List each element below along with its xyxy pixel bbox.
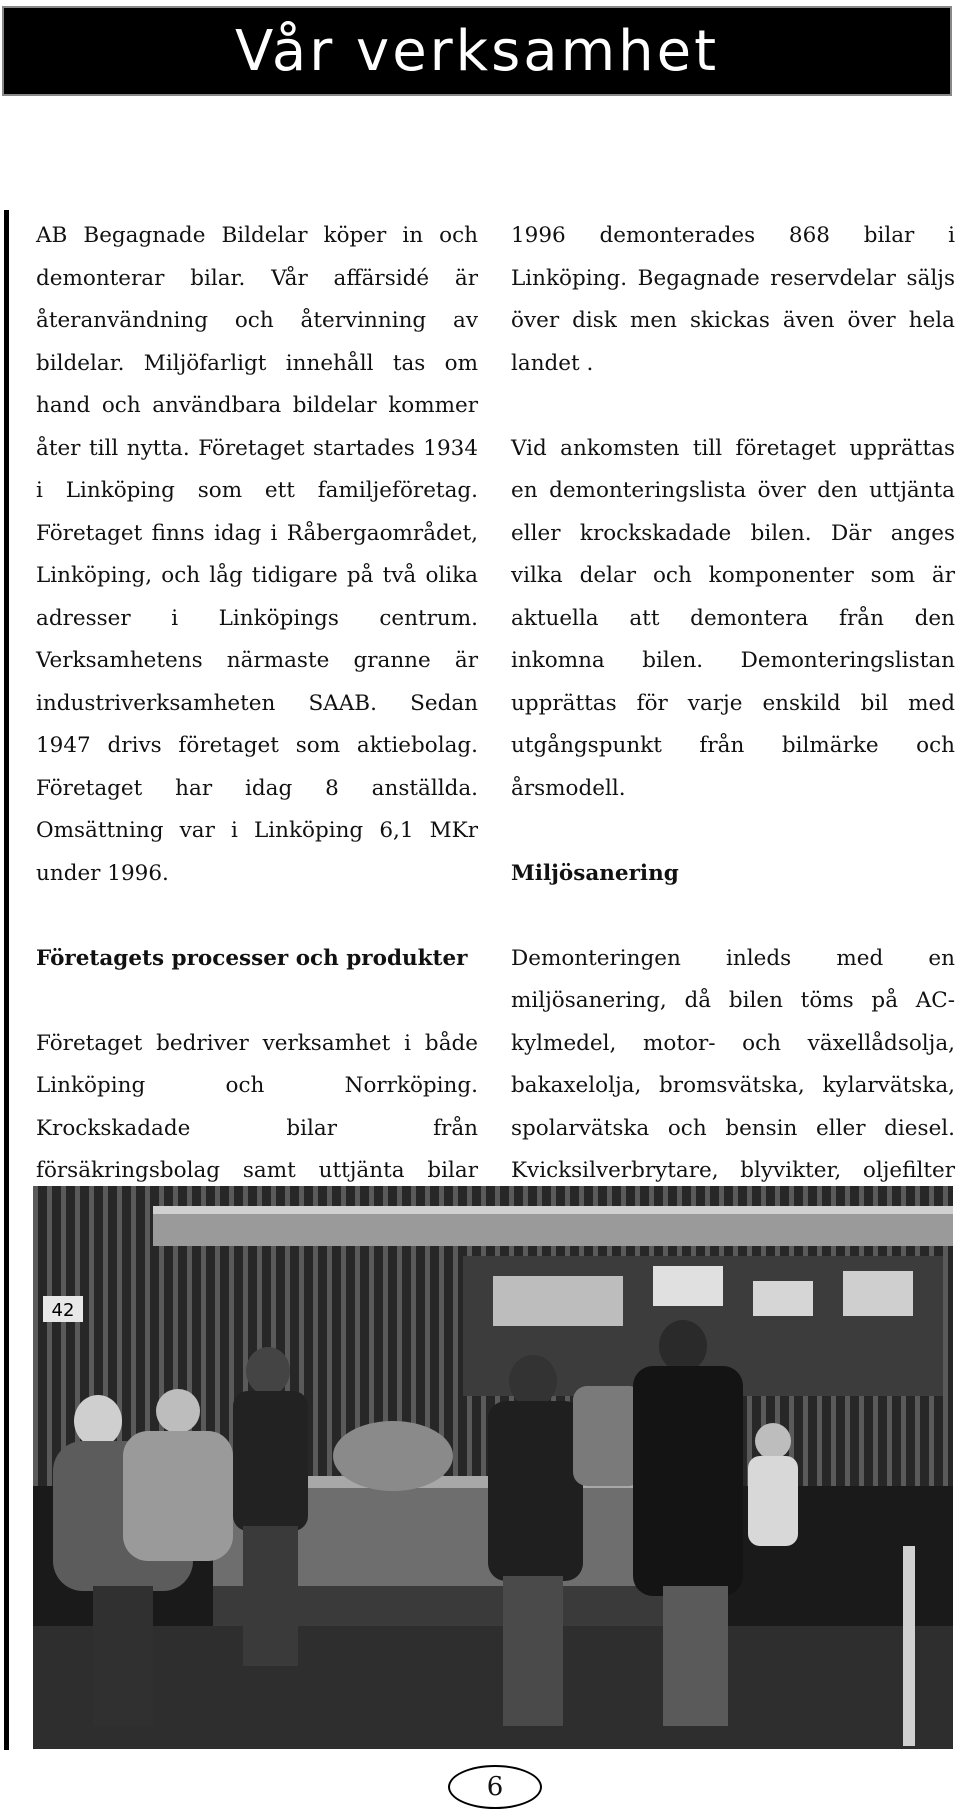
intro-paragraph: AB Begagnade Bildelar köper in och demonterar bilar. Vår affärsidé är återanvändning och återvinning av bildelar. Miljöfarligt innehåll tas om hand och användbara bildelar kommer åter till nytta. Företaget startades 1934 i Linköping som ett familjeföretag. Företaget finns idag i Råbergaområdet, Linköping, och låg tidigare på två olika adresser i Linköpings centrum. Verksamhetens närmaste granne är industriverksamheten SAAB. Sedan 1947 drivs företaget som aktiebolag. Företaget har idag 8 anställda. Omsättning var i Linköping 6,1 MKr under 1996. — [36, 223, 478, 886]
continued-paragraph: 1996 demonterades 868 bilar i Linköping. Begagnade reservdelar säljs över disk men skickas även över hela landet . — [511, 223, 955, 376]
sanering-paragraph: Demonteringen inleds med en miljösanering, då bilen töms på AC-kylmedel, motor- och växellådsolja, bakaxelolja, bromsvätska, kylarvätska, spolarvätska och bensin eller diesel. Kvicksilverbrytare, blyvikter, oljefilter — [511, 945, 955, 1183]
page-number-badge — [448, 1765, 542, 1809]
sign-number: 42 — [51, 1300, 75, 1321]
page-title-bar — [2, 6, 952, 96]
section-heading-processes: Företagets processer och produkter — [36, 945, 468, 971]
left-column — [36, 215, 478, 1235]
left-margin-rule — [4, 210, 9, 1750]
page-number: 6 — [486, 1772, 504, 1802]
workshop-photo — [33, 1186, 953, 1749]
section-heading-sanering: Miljösanering — [511, 860, 679, 886]
process-paragraph: Företaget bedriver verksamhet i både Linköping och Norrköping. Krockskadade bilar från försäkringsbolag samt uttjänta bilar — [36, 1030, 478, 1183]
right-column — [511, 215, 955, 1235]
dismantling-list-paragraph: Vid ankomsten till företaget upprättas en demonteringslista över den uttjänta eller krockskadade bilen. Där anges vilka delar och komponenter som är aktuella att demontera från den inkomna bilen. Demonteringslistan upprättas för varje enskild bil med utgångspunkt från bilmärke och årsmodell. — [511, 435, 955, 801]
page-title: Vår verksamhet — [234, 18, 720, 84]
workshop-photo-drawing — [33, 1186, 953, 1749]
